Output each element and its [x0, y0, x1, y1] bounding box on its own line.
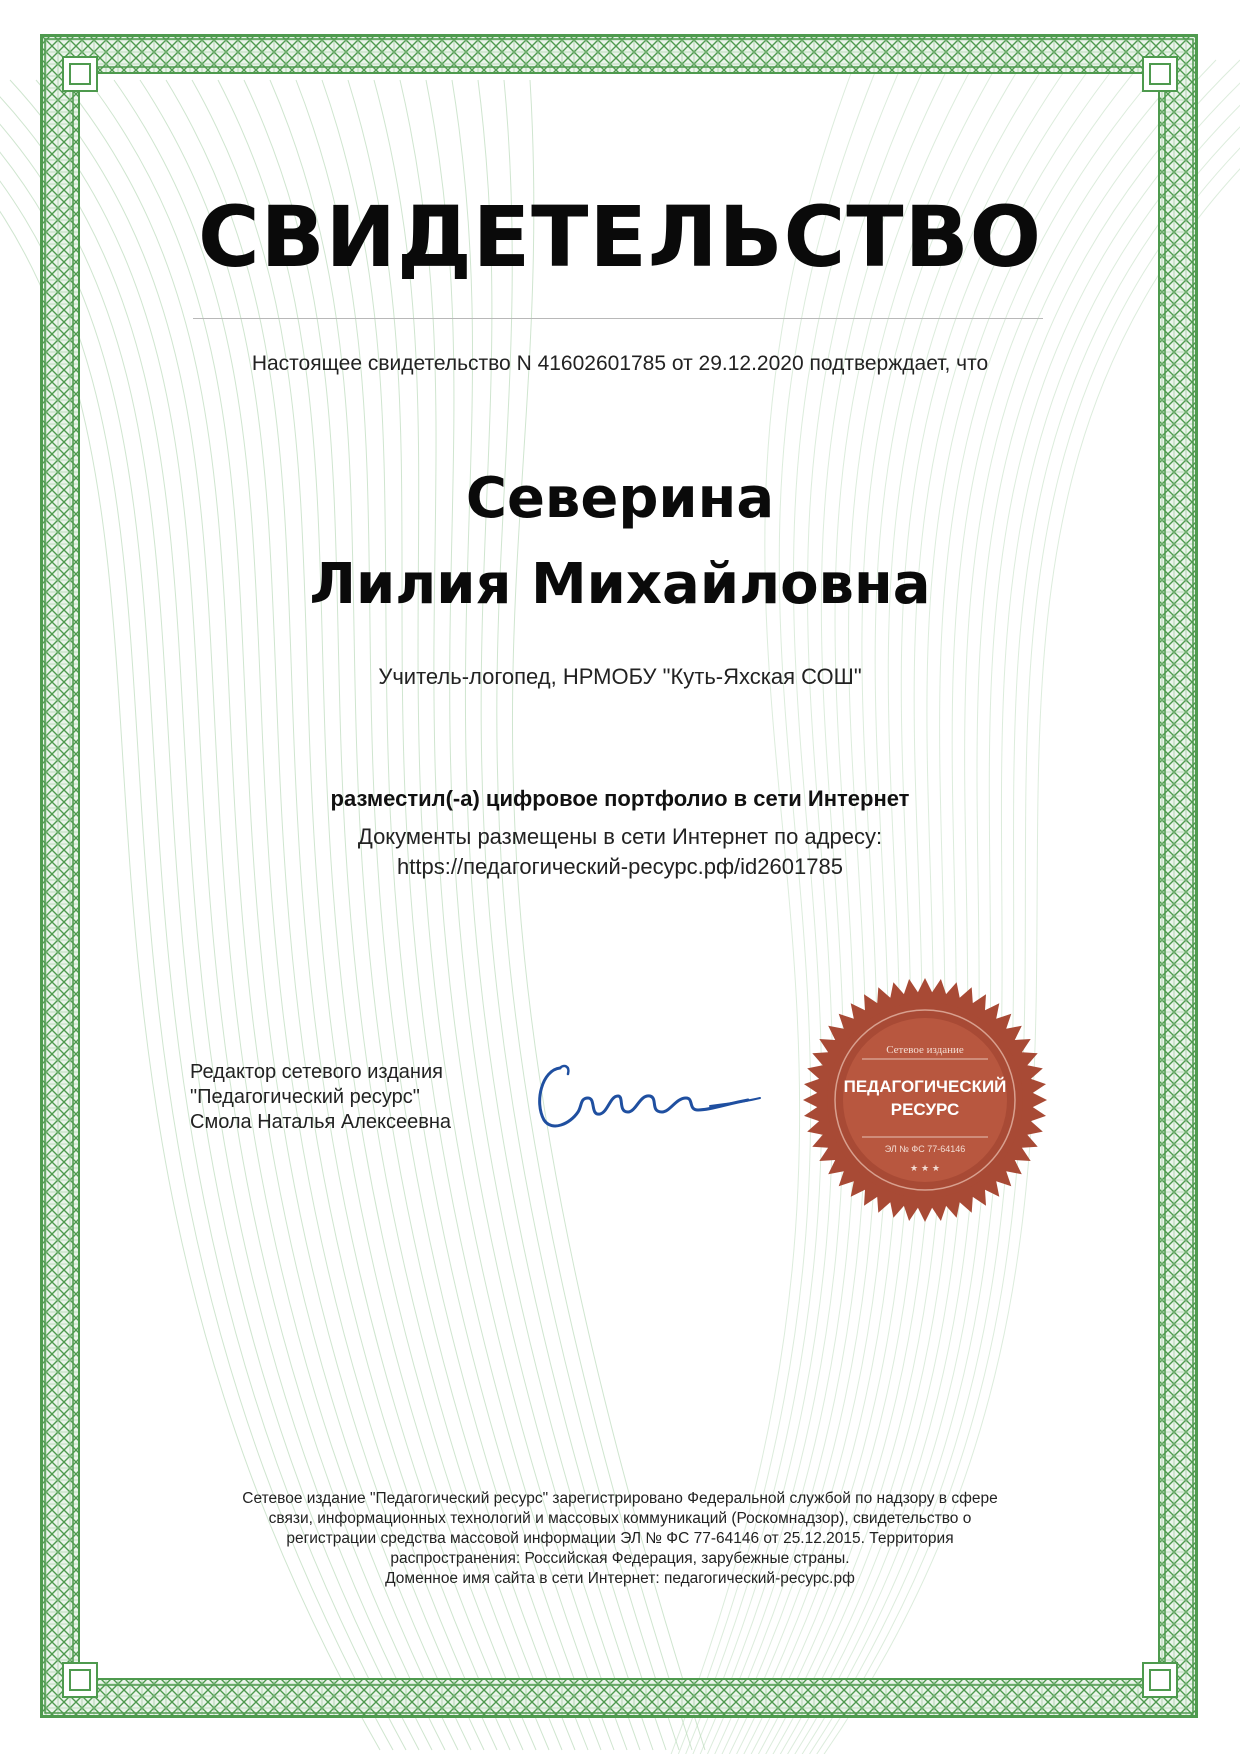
editor-line-2: "Педагогический ресурс" [190, 1086, 420, 1108]
footer-line-1: Сетевое издание "Педагогический ресурс" зарегистрировано Федеральной службой по надзору в сфере [242, 1490, 998, 1507]
signature-icon [530, 1050, 770, 1140]
footer-legal-text [170, 1489, 1070, 1589]
seal-title-line-2: РЕСУРС [890, 1100, 960, 1119]
achievement-text: разместил(-а) цифровое портфолио в сети Интернет [330, 786, 910, 811]
footer-line-3: регистрации средства массовой информации ЭЛ № ФС 77-64146 от 25.12.2015. Территория [286, 1530, 954, 1547]
corner-ornament-bottom-left [62, 1662, 98, 1698]
corner-ornament-top-right [1142, 56, 1178, 92]
publisher-seal [800, 975, 1050, 1225]
documents-url: https://педагогический-ресурс.рф/id2601785 [397, 854, 843, 879]
recipient-position: Учитель-логопед, НРМОБУ "Куть-Яхская СОШ" [378, 664, 862, 689]
confirmation-text: Настоящее свидетельство N 41602601785 от 29.12.2020 подтверждает, что [251, 352, 989, 375]
recipient-given-names: Лилия Михайловна [309, 552, 931, 617]
seal-stars: ★ ★ ★ [910, 1164, 940, 1174]
corner-ornament-bottom-right [1142, 1662, 1178, 1698]
seal-title-line-1: ПЕДАГОГИЧЕСКИЙ [843, 1077, 1007, 1096]
footer-line-4: распространения: Российская Федерация, зарубежные страны. [390, 1550, 850, 1567]
seal-registration-text: ЭЛ № ФС 77-64146 [884, 1144, 966, 1154]
editor-block [190, 1060, 510, 1135]
footer-line-5: Доменное имя сайта в сети Интернет: педагогический-ресурс.рф [385, 1570, 855, 1587]
recipient-surname: Северина [465, 466, 775, 531]
certificate-title: СВИДЕТЕЛЬСТВО [197, 188, 1043, 286]
corner-ornament-top-left [62, 56, 98, 92]
documents-block [120, 822, 1120, 882]
documents-line: Документы размещены в сети Интернет по адресу: [357, 824, 883, 849]
footer-line-2: связи, информационных технологий и массовых коммуникаций (Роскомнадзор), свидетельство о [268, 1510, 972, 1527]
editor-line-3: Смола Наталья Алексеевна [190, 1111, 452, 1133]
seal-top-text: Сетевое издание [886, 1044, 964, 1056]
editor-line-1: Редактор сетевого издания [190, 1061, 443, 1083]
title-divider [193, 318, 1043, 319]
